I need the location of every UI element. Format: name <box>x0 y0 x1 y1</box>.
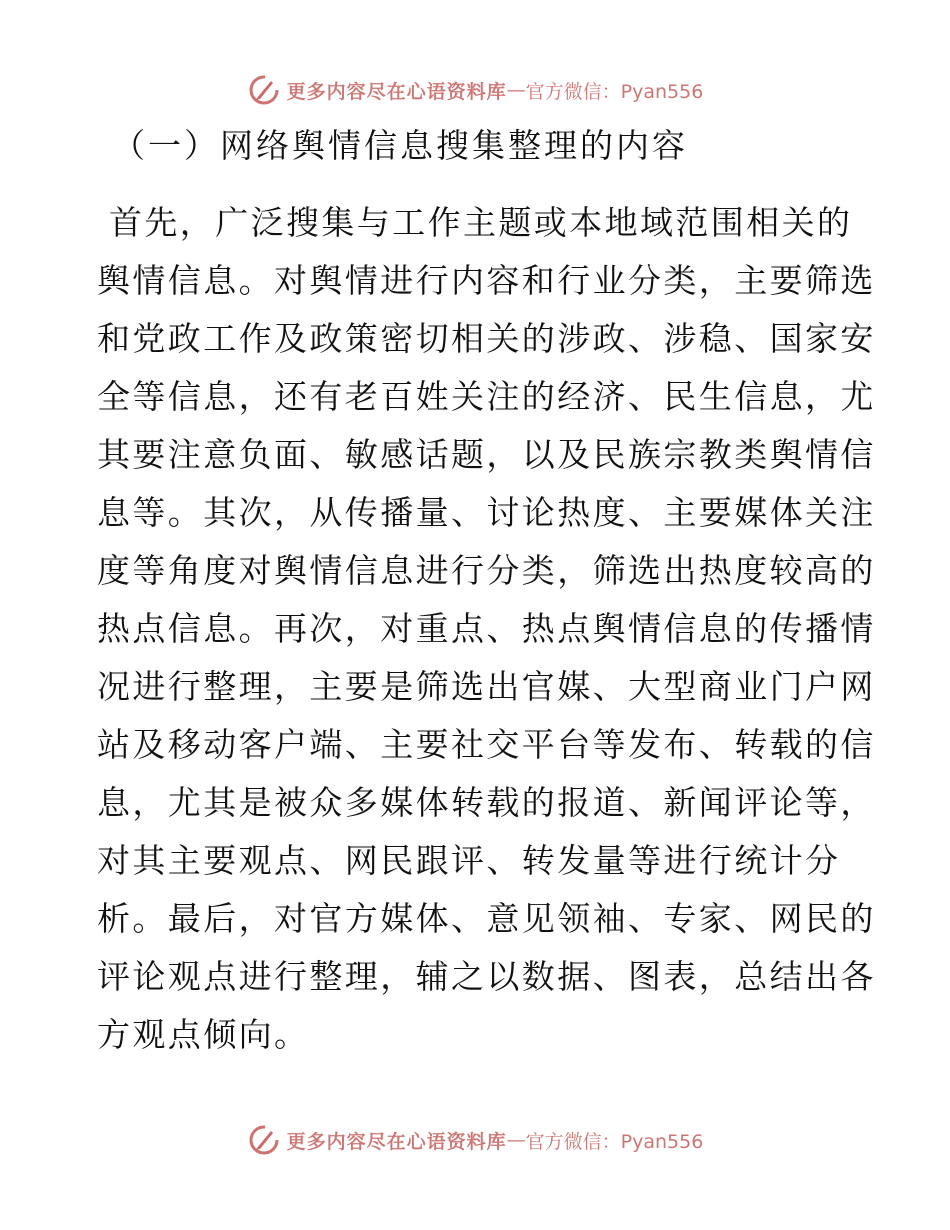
paragraph-line: 舆情信息。对舆情进行内容和行业分类，主要筛选 <box>97 261 876 300</box>
watermark-site-text: 更多内容尽在心语资料库 <box>286 80 507 103</box>
paragraph-line: 其要注意负面、敏感话题，以及民族宗教类舆情信 <box>97 435 876 474</box>
paragraph-line: 度等角度对舆情信息进行分类，筛选出热度较高的 <box>97 551 876 590</box>
paragraph-line: 对其主要观点、网民跟评、转发量等进行统计分 <box>97 841 841 880</box>
paragraph-line: 评论观点进行整理，辅之以数据、图表，总结出各 <box>97 957 876 996</box>
paragraph-line: 息等。其次，从传播量、讨论热度、主要媒体关注 <box>97 493 876 532</box>
paragraph-line: 热点信息。再次，对重点、热点舆情信息的传播情 <box>97 609 876 648</box>
paragraph-line: 方观点倾向。 <box>97 1015 310 1054</box>
paragraph-line: 和党政工作及政策密切相关的涉政、涉稳、国家安 <box>97 319 876 358</box>
watermark-contact-text: 官方微信：Pyan556 <box>525 80 704 103</box>
paragraph-line: 站及移动客户端、主要社交平台等发布、转载的信 <box>97 725 876 764</box>
watermark-contact-text: 官方微信：Pyan556 <box>525 1130 704 1153</box>
quill-logo-icon <box>247 73 281 107</box>
paragraph-line: 析。最后，对官方媒体、意见领袖、专家、网民的 <box>97 899 876 938</box>
quill-logo-icon <box>247 1123 281 1157</box>
watermark-banner-bottom <box>0 1120 950 1160</box>
paragraph-line: 况进行整理，主要是筛选出官媒、大型商业门户网 <box>97 667 876 706</box>
watermark-separator: — <box>506 79 526 101</box>
watermark-site-text: 更多内容尽在心语资料库 <box>286 1130 507 1153</box>
paragraph-line: 息，尤其是被众多媒体转载的报道、新闻评论等， <box>97 783 876 822</box>
watermark-separator: — <box>506 1129 526 1151</box>
paragraph-line: 全等信息，还有老百姓关注的经济、民生信息，尤 <box>97 377 876 416</box>
body-paragraph <box>97 194 876 1064</box>
section-heading: （一）网络舆情信息搜集整理的内容 <box>112 126 688 165</box>
watermark-banner-top <box>0 70 950 110</box>
paragraph-line: 首先，广泛搜集与工作主题或本地域范围相关的 <box>109 203 853 242</box>
